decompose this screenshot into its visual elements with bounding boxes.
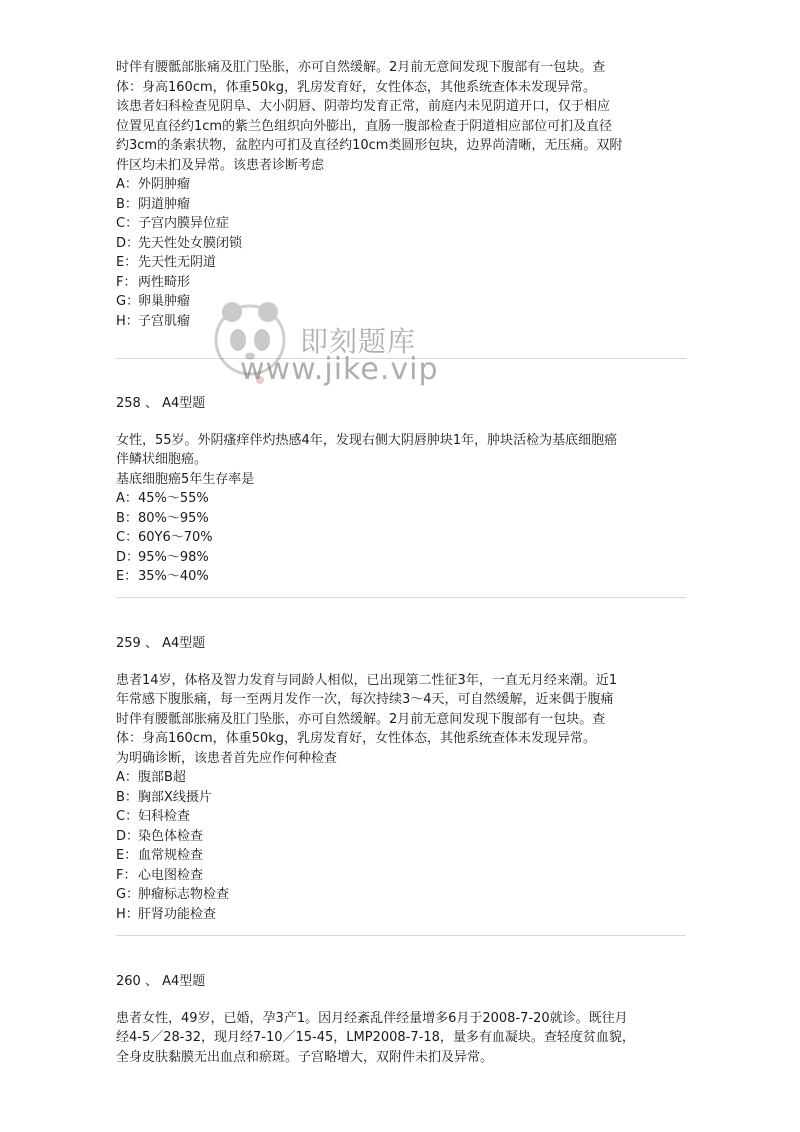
option-f[interactable]: [116, 866, 688, 886]
stem-line: 约3cm的条索状物，盆腔内可扪及直径约10cm类圆形包块，边界尚清晰，无压痛。双附: [116, 138, 623, 153]
stem-line: 女性，55岁。外阴瘙痒伴灼热感4年，发现右侧大阴唇肿块1年，肿块活检为基底细胞癌: [116, 432, 618, 448]
option-key: F：: [116, 867, 137, 883]
option-key: B：: [116, 510, 138, 526]
option-text: 心电图检查: [138, 867, 204, 883]
option-key: C：: [116, 530, 139, 545]
stem-line: 年常感下腹胀痛，每一至两月发作一次，每次持续3～4天，可自然缓解，近来偶于腹痛: [116, 692, 614, 707]
option-text: 胸部X线摄片: [138, 789, 212, 805]
question-260: [116, 972, 688, 1067]
stem-line: 件区均未扪及异常。该患者诊断考虑: [116, 157, 325, 173]
stem-line: 基底细胞癌5年生存率是: [116, 471, 255, 487]
option-list: [116, 489, 688, 587]
option-b[interactable]: [116, 195, 688, 215]
option-text: 80%～95%: [138, 510, 209, 526]
option-key: A：: [116, 491, 138, 506]
option-key: A：: [116, 770, 138, 785]
option-d[interactable]: [116, 234, 688, 254]
option-e[interactable]: [116, 567, 688, 587]
option-text: 子宫肌瘤: [138, 313, 191, 329]
option-text: 腹部B超: [138, 770, 186, 785]
option-key: H：: [116, 313, 139, 329]
question-stem: [116, 431, 688, 490]
option-key: A：: [116, 177, 138, 192]
stem-line: 体：身高160cm，体重50kg，乳房发育好，女性体态，其他系统查体未发现异常。: [116, 731, 596, 746]
stem-line: 经4-5／28-32，现月经7-10／15-45，LMP2008-7-18，量多有血凝块。查轻度贫血貌，: [116, 1030, 635, 1045]
question-number: 259 、 A4型题: [116, 636, 206, 651]
option-text: 95%～98%: [138, 549, 209, 565]
question-258: [116, 394, 688, 587]
option-b[interactable]: [116, 788, 688, 808]
question-stem: [116, 58, 688, 175]
option-key: B：: [116, 196, 138, 212]
stem-line: 该患者妇科检查见阴阜、大小阴唇、阴蒂均发育正常，前庭内未见阴道开口，仅于相应: [116, 99, 611, 114]
option-key: E：: [116, 569, 138, 584]
option-e[interactable]: [116, 253, 688, 273]
option-key: C：: [116, 809, 139, 824]
option-text: 阴道肿瘤: [138, 196, 191, 212]
option-a[interactable]: [116, 175, 688, 195]
option-text: 45%～55%: [138, 491, 209, 506]
option-list: [116, 175, 688, 331]
option-a[interactable]: [116, 489, 688, 509]
stem-line: 位置见直径约1cm的紫兰色组织向外膨出，直肠一腹部检查于阴道相应部位可扪及直径: [116, 118, 613, 134]
option-list: [116, 768, 688, 924]
option-key: E：: [116, 848, 138, 863]
option-key: H：: [116, 906, 139, 922]
watermark-url: www.jike.vip: [240, 352, 439, 387]
option-d[interactable]: [116, 827, 688, 847]
option-g[interactable]: [116, 885, 688, 905]
option-text: 染色体检查: [138, 828, 204, 844]
question-divider: [116, 935, 686, 936]
option-b[interactable]: [116, 509, 688, 529]
stem-line: 体：身高160cm，体重50kg，乳房发育好，女性体态，其他系统查体未发现异常。: [116, 79, 596, 95]
question-259: [116, 634, 688, 924]
question-257: [116, 58, 688, 331]
option-g[interactable]: [116, 292, 688, 312]
question-stem: [116, 671, 688, 769]
stem-line: 伴鳞状细胞癌。: [116, 452, 208, 467]
option-key: F：: [116, 274, 137, 290]
option-text: 外阴肿瘤: [138, 177, 191, 192]
option-key: B：: [116, 789, 138, 805]
option-h[interactable]: [116, 905, 688, 925]
option-key: C：: [116, 216, 139, 231]
option-a[interactable]: [116, 768, 688, 788]
option-f[interactable]: [116, 273, 688, 293]
option-text: 肝肾功能检查: [138, 906, 217, 922]
option-c[interactable]: [116, 807, 688, 827]
question-divider: [116, 597, 686, 598]
question-stem: [116, 1009, 688, 1068]
option-text: 肿瘤标志物检查: [138, 887, 230, 902]
option-text: 先天性无阴道: [138, 255, 217, 270]
option-text: 先天性处女膜闭锁: [138, 235, 243, 251]
option-text: 血常规检查: [138, 848, 204, 863]
option-key: D：: [116, 549, 140, 565]
stem-line: 全身皮肤黏膜无出血点和瘀斑。子宫略增大，双附件未扪及异常。: [116, 1049, 494, 1065]
option-text: 妇科检查: [138, 809, 191, 824]
option-key: G：: [116, 294, 140, 309]
option-d[interactable]: [116, 548, 688, 568]
option-text: 35%～40%: [138, 569, 209, 584]
stem-line: 为明确诊断，该患者首先应作何种检查: [116, 750, 338, 766]
option-key: D：: [116, 235, 140, 251]
option-c[interactable]: [116, 528, 688, 548]
option-c[interactable]: [116, 214, 688, 234]
option-key: G：: [116, 887, 140, 902]
stem-line: 患者女性，49岁，已婚，孕3产1。因月经紊乱伴经量增多6月于2008-7-20就诊。既往月: [116, 1010, 628, 1026]
option-text: 子宫内膜异位症: [138, 216, 230, 231]
stem-line: 患者14岁，体格及智力发育与同龄人相似，已出现第二性征3年，一直无月经来潮。近1: [116, 672, 618, 688]
question-number: 260 、 A4型题: [116, 974, 206, 989]
watermark-brand: 即刻题库: [300, 325, 417, 358]
option-key: E：: [116, 255, 138, 270]
option-text: 60Y6～70%: [138, 530, 213, 545]
option-e[interactable]: [116, 846, 688, 866]
option-text: 两性畸形: [138, 274, 191, 290]
option-key: D：: [116, 828, 140, 844]
stem-line: 时伴有腰骶部胀痛及肛门坠胀，亦可自然缓解。2月前无意间发现下腹部有一包块。查: [116, 711, 606, 727]
stem-line: 时伴有腰骶部胀痛及肛门坠胀，亦可自然缓解。2月前无意间发现下腹部有一包块。查: [116, 60, 606, 75]
question-number: 258 、 A4型题: [116, 396, 206, 411]
option-text: 卵巢肿瘤: [138, 294, 191, 309]
